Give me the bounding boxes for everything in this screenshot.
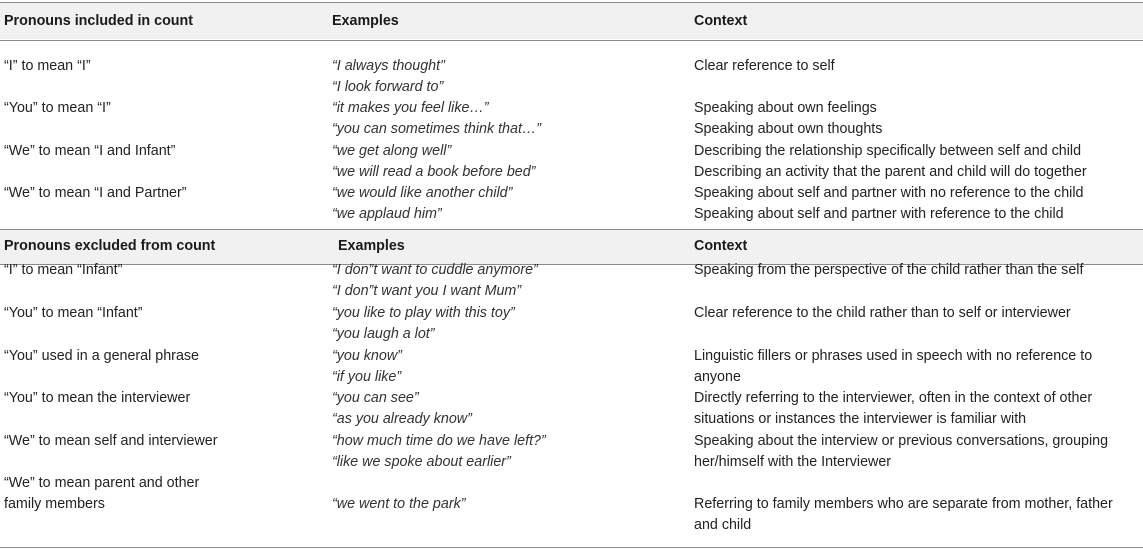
excluded-pronoun-cell: “You” to mean “Infant” — [4, 305, 143, 321]
excluded-context-cell: Directly referring to the interviewer, often in the context of other — [694, 390, 1093, 406]
excluded-example-cell: “you know” — [332, 348, 402, 364]
included-pronoun-cell: “We” to mean “I and Partner” — [4, 185, 187, 201]
excluded-example-cell: “like we spoke about earlier” — [332, 454, 511, 470]
excluded-pronoun-cell: “You” used in a general phrase — [4, 348, 199, 364]
excluded-context-cell: Speaking about the interview or previous conversations, grouping — [694, 433, 1109, 449]
included-example-cell: “we would like another child” — [332, 185, 513, 201]
included-context-cell: Clear reference to self — [694, 58, 835, 74]
excluded-pronoun-cell: family members — [4, 496, 105, 512]
included-example-cell: “you can sometimes think that…” — [332, 121, 541, 137]
excluded-example-cell: “as you already know” — [332, 411, 472, 427]
header-rule — [0, 40, 1143, 41]
table-top-rule — [0, 2, 1143, 3]
excluded-pronoun-cell: “You” to mean the interviewer — [4, 390, 191, 406]
excluded-context-cell: Referring to family members who are separate from mother, father — [694, 496, 1113, 512]
excluded-context-cell: Linguistic fillers or phrases used in speech with no reference to — [694, 348, 1093, 364]
included-example-cell: “we get along well” — [332, 143, 452, 159]
table-bottom-rule — [0, 547, 1143, 548]
excluded-example-cell: “if you like” — [332, 369, 402, 385]
section-rule-top — [0, 229, 1143, 230]
excluded-examples-header: Examples — [338, 238, 405, 254]
excluded-pronoun-cell: “We” to mean self and interviewer — [4, 433, 218, 449]
included-context-cell: Describing the relationship specifically between self and child — [694, 143, 1082, 159]
excluded-context-cell: Speaking from the perspective of the child rather than the self — [694, 262, 1084, 278]
included-context-cell: Speaking about own thoughts — [694, 121, 883, 137]
excluded-example-cell: “you like to play with this toy” — [332, 305, 515, 321]
included-pronoun-cell: “You” to mean “I” — [4, 100, 111, 116]
excluded-example-cell: “we went to the park” — [332, 496, 466, 512]
included-pronoun-cell: “We” to mean “I and Infant” — [4, 143, 176, 159]
included-pronoun-cell: “I” to mean “I” — [4, 58, 91, 74]
included-context-cell: Speaking about self and partner with reference to the child — [694, 206, 1064, 222]
excluded-pronoun-header: Pronouns excluded from count — [4, 238, 216, 254]
included-example-cell: “I look forward to” — [332, 79, 444, 95]
excluded-context-cell: situations or instances the interviewer is familiar with — [694, 411, 1027, 427]
excluded-context-cell: her/himself with the Interviewer — [694, 454, 892, 470]
included-context-cell: Speaking about self and partner with no reference to the child — [694, 185, 1084, 201]
excluded-example-cell: “I don”t want to cuddle anymore” — [332, 262, 538, 278]
excluded-pronoun-cell: “We” to mean parent and other — [4, 475, 200, 491]
included-context-cell: Speaking about own feelings — [694, 100, 877, 116]
included-example-cell: “it makes you feel like…” — [332, 100, 489, 116]
excluded-example-cell: “how much time do we have left?” — [332, 433, 546, 449]
included-example-cell: “we applaud him” — [332, 206, 442, 222]
excluded-context-cell: Clear reference to the child rather than to self or interviewer — [694, 305, 1071, 321]
excluded-pronoun-cell: “I” to mean “Infant” — [4, 262, 123, 278]
included-example-cell: “I always thought” — [332, 58, 445, 74]
excluded-context-cell: anyone — [694, 369, 741, 385]
excluded-example-cell: “you laugh a lot” — [332, 326, 435, 342]
included-context-header: Context — [694, 13, 748, 29]
excluded-context-cell: and child — [694, 517, 752, 533]
excluded-context-header: Context — [694, 238, 748, 254]
included-pronoun-header: Pronouns included in count — [4, 13, 194, 29]
excluded-example-cell: “I don”t want you I want Mum” — [332, 283, 522, 299]
included-example-cell: “we will read a book before bed” — [332, 164, 536, 180]
included-examples-header: Examples — [332, 13, 399, 29]
included-context-cell: Describing an activity that the parent and child will do together — [694, 164, 1087, 180]
excluded-example-cell: “you can see” — [332, 390, 419, 406]
